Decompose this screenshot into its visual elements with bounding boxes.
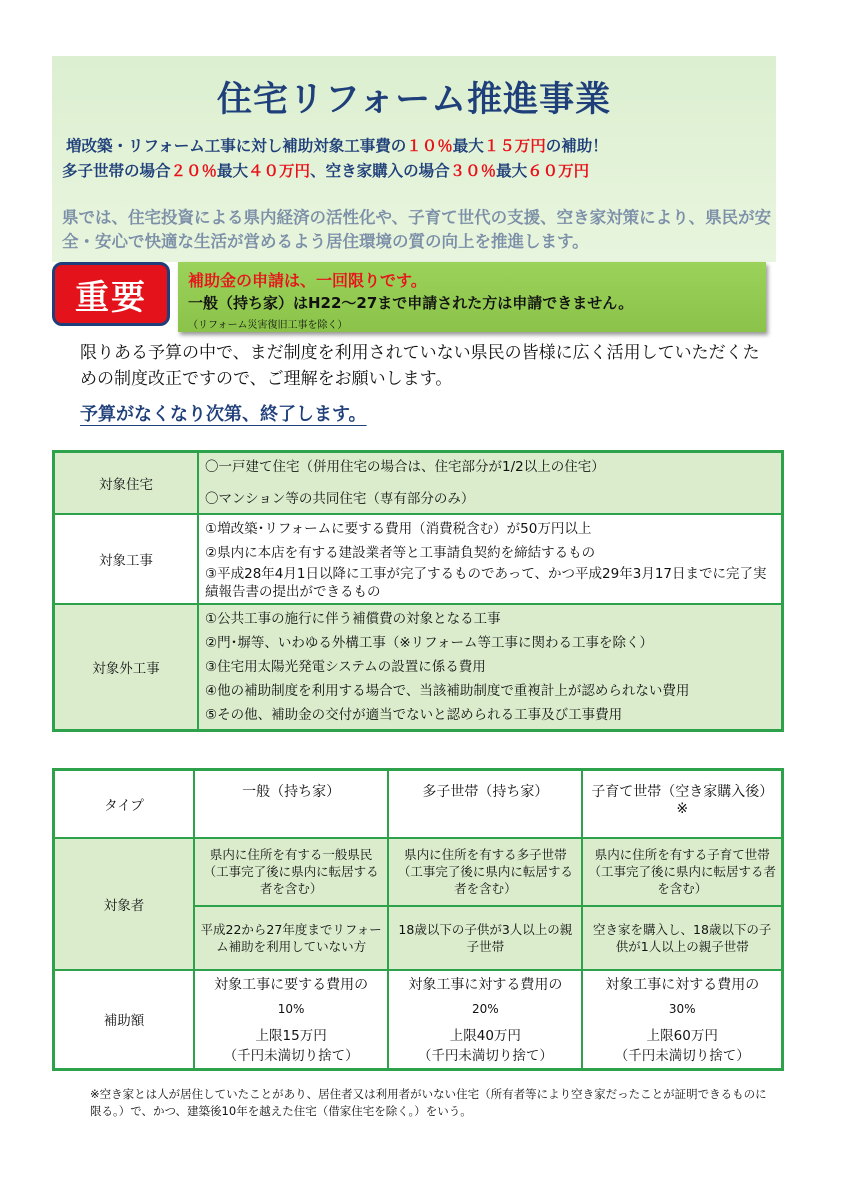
list-item: ④他の補助制度を利用する場合で、当該補助制度で重複計上が認められない費用 [205,683,690,699]
line2-max: 最大 [217,162,249,180]
line1-text: 増改築・リフォーム工事に対し補助対象工事費の [66,137,407,155]
type-header: タイプ [54,770,195,838]
line2-rate2: ３０％ [449,162,497,180]
table-row [54,770,783,838]
row-header: 対象住宅 [54,452,199,515]
line2-amount2: ６０万円 [527,162,590,180]
subsidy-line-1 [66,134,608,156]
table-row [54,838,783,906]
amount-header: 補助額 [54,970,195,1070]
line1-rate: １０％ [406,137,453,155]
line1-amount: １５万円 [483,137,546,155]
target-cell: 空き家を購入し、18歳以下の子供が1人以上の親子世帯 [582,906,782,970]
amount-lead: 対象工事に要する費用の [214,977,369,994]
list-item: ③住宅用太陽光発電システムの設置に係る費用 [205,659,486,675]
line2-text: 多子世帯の場合 [62,162,171,180]
type-child-rearing: 子育て世帯（空き家購入後）※ [582,770,782,838]
target-cell: 18歳以下の子供が3人以上の親子世帯 [388,906,582,970]
amount-lead: 対象工事に対する費用の [408,977,563,994]
amount-note: （千円未満切り捨て） [614,1048,750,1065]
type-general: 一般（持ち家） [194,770,388,838]
line2-mid: 、空き家購入の場合 [310,162,450,180]
amount-lead: 対象工事に対する費用の [605,977,760,994]
budget-notice: 予算がなくなり次第、終了します。 [80,404,367,425]
line2-max2: 最大 [496,162,528,180]
amount-rate: 10% [277,1002,305,1017]
list-item: ⑤その他、補助金の交付が適当でないと認められる工事及び工事費用 [205,707,623,723]
amount-cell [582,970,782,1070]
table-row [54,604,783,731]
list-item: ②県内に本店を有する建設業者等と工事請負契約を締結するもの [205,545,596,561]
amount-rate: 30% [668,1002,696,1017]
target-cell: 県内に住所を有する子育て世帯（工事完了後に県内に転居する者を含む） [582,838,782,906]
list-item: ②門･塀等、いわゆる外構工事（※リフォーム等工事に関わる工事を除く） [205,635,653,651]
amount-note: （千円未満切り捨て） [417,1048,553,1065]
amount-cell [194,970,388,1070]
amount-cell [388,970,582,1070]
notice-line-1: 補助金の申請は、一回限りです。 [188,271,427,290]
line1-tail: の補助！ [545,137,608,155]
table-row [54,452,783,515]
list-item: ①公共工事の施行に伴う補償費の対象となる工事 [205,611,501,627]
amount-rate: 20% [472,1002,499,1017]
table-row [54,514,783,604]
notice-line-2: 一般（持ち家）はH22～27まで申請された方は申請できません。 [188,294,634,312]
notice-box [178,262,766,332]
notice-line-3: （リフォーム災害復旧工事を除く） [188,320,348,331]
important-badge: 重要 [52,262,170,326]
target-cell: 平成22から27年度までリフォーム補助を利用していない方 [194,906,388,970]
row-header: 対象外工事 [54,604,199,731]
list-item: ③平成28年4月1日以降に工事が完了するものであって、かつ平成29年3月17日までに完了実績報告書の提出ができるもの [205,566,767,600]
target-cell: 県内に住所を有する多子世帯（工事完了後に県内に転居する者を含む） [388,838,582,906]
amount-note: （千円未満切り捨て） [223,1048,359,1065]
amount-limit: 上限15万円 [255,1028,327,1045]
line1-max: 最大 [452,137,484,155]
intro-text: 限りある予算の中で、まだ制度を利用されていない県民の皆様に広く活用していただくための制度改正ですので、ご理解をお願いします。 [80,343,760,389]
amount-limit: 上限40万円 [449,1028,521,1045]
subsidy-type-table [52,768,784,1071]
eligibility-table [52,450,784,732]
page-title: 住宅リフォーム推進事業 [216,80,612,120]
table-row [54,970,783,1070]
row-content [198,452,783,515]
target-header: 対象者 [54,838,195,970]
row-content [198,604,783,731]
amount-limit: 上限60万円 [646,1028,718,1045]
footnote: ※空き家とは人が居住していたことがあり、居住者又は利用者がいない住宅（所有者等により空き家だったことが証明できるものに限る。）で、かつ、建築後10年を越えた住宅（借家住宅を除く。）をいう。 [90,1087,767,1118]
line2-amount: ４０万円 [248,162,311,180]
prefecture-statement: 県では、住宅投資による県内経済の活性化や、子育て世代の支援、空き家対策により、県民が安全・安心で快適な生活が営めるよう居住環境の質の向上を推進します。 [62,208,772,251]
line2-rate: ２０％ [170,162,218,180]
list-item: ①増改築･リフォームに要する費用（消費税含む）が50万円以上 [205,521,592,537]
list-item: 〇一戸建て住宅（併用住宅の場合は、住宅部分が1/2以上の住宅） [205,459,605,475]
target-cell: 県内に住所を有する一般県民（工事完了後に県内に転居する者を含む） [194,838,388,906]
row-content [198,514,783,604]
header-panel [52,56,776,262]
list-item: 〇マンション等の共同住宅（専有部分のみ） [205,491,475,507]
type-multi-child: 多子世帯（持ち家） [388,770,582,838]
row-header: 対象工事 [54,514,199,604]
subsidy-line-2 [62,159,589,181]
